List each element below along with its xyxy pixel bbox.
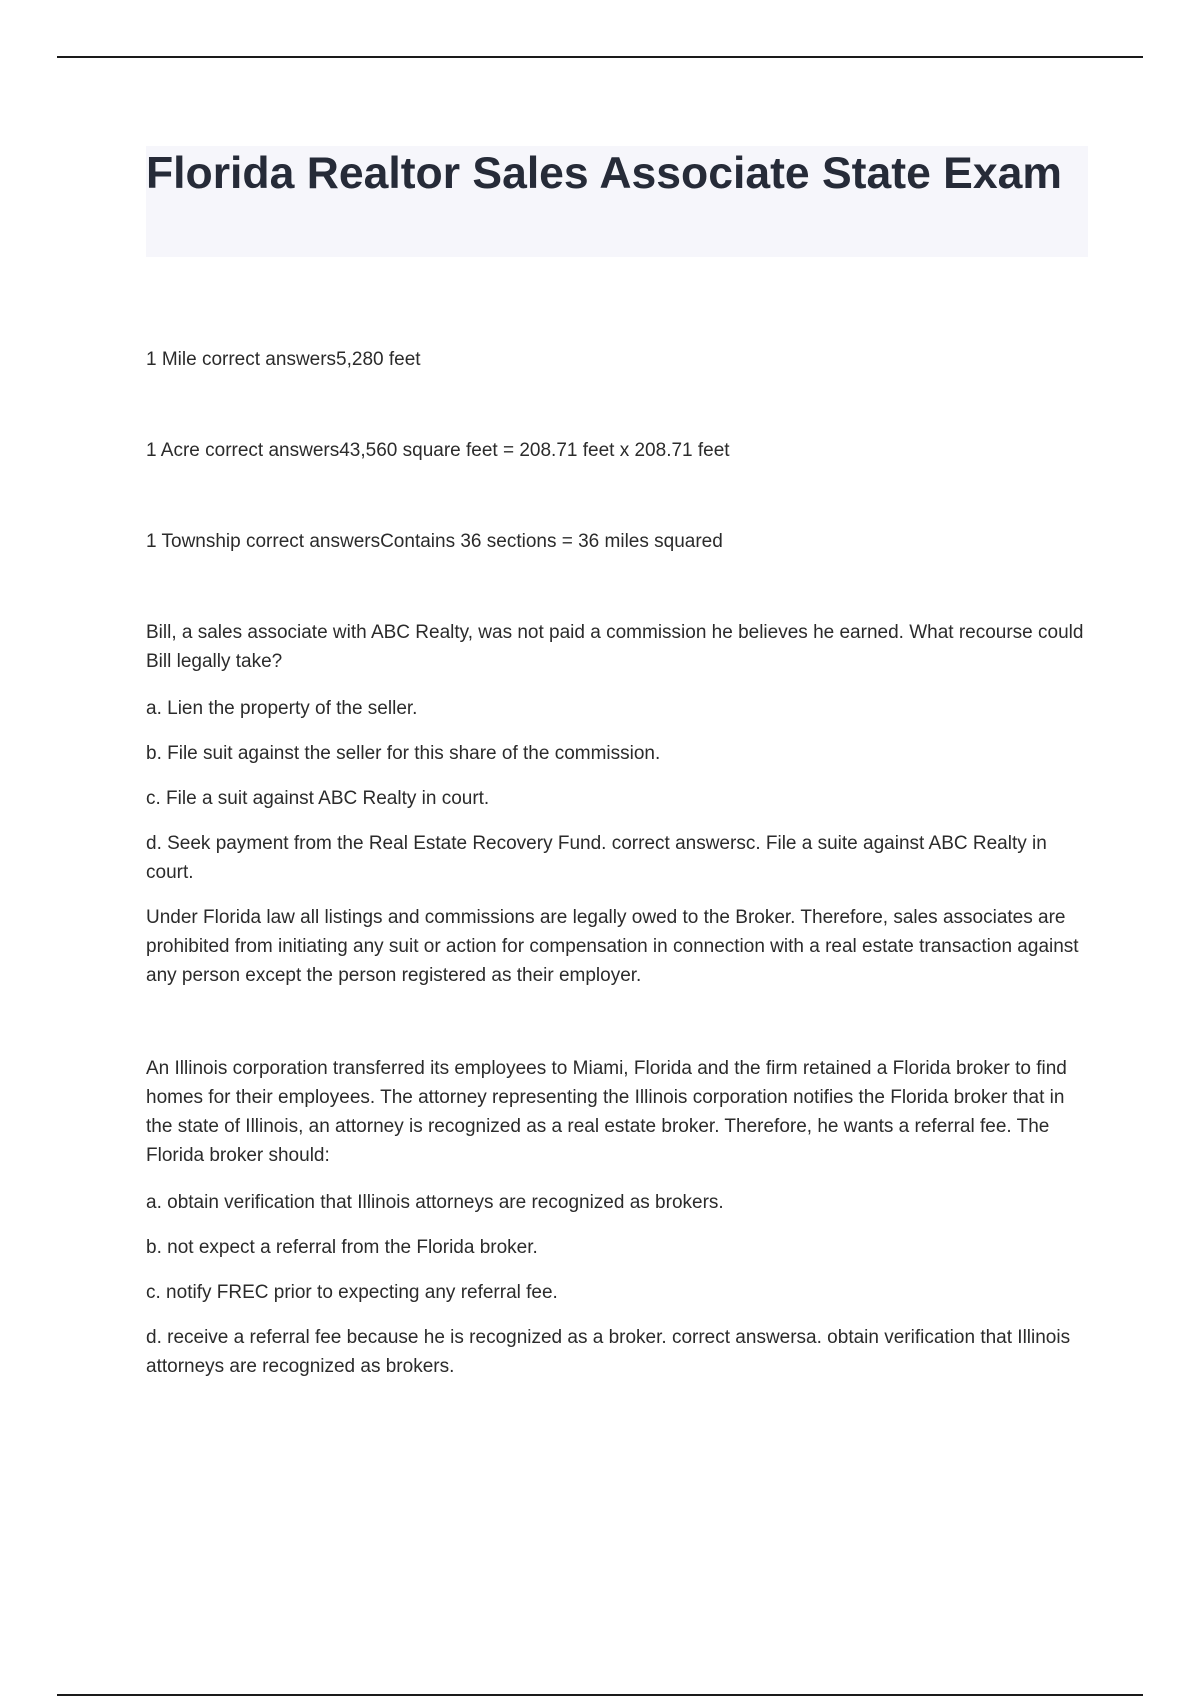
question-commission: Bill, a sales associate with ABC Realty, was not paid a commission he believes he earned. What recourse could Bill legally take? — [146, 622, 1084, 672]
entry-mile: 1 Mile correct answers5,280 feet — [146, 349, 421, 370]
option-c: c. notify FREC prior to expecting any referral fee. — [146, 1282, 558, 1303]
bottom-rule — [57, 1694, 1143, 1696]
option-a: a. Lien the property of the seller. — [146, 698, 418, 719]
option-d-with-answer: d. Seek payment from the Real Estate Recovery Fund. correct answersc. File a suite against ABC Realty in court. — [146, 833, 1047, 883]
question-referral: An Illinois corporation transferred its employees to Miami, Florida and the firm retained a Florida broker to find homes for their employees. The attorney representing the Illinois corporation notifies the Florida broker that in the state of Illinois, an attorney is recognized as a real estate broker. Therefore, he wants a referral fee. The Florida broker should: — [146, 1058, 1067, 1166]
entry-township: 1 Township correct answersContains 36 sections = 36 miles squared — [146, 531, 723, 552]
explanation: Under Florida law all listings and commissions are legally owed to the Broker. Therefore, sales associates are prohibited from initiating any suit or action for compensation in connection with a real estate transaction against any person except the person registered as their employer. — [146, 907, 1079, 986]
option-c: c. File a suit against ABC Realty in court. — [146, 788, 490, 809]
top-rule — [57, 56, 1143, 58]
option-d-with-answer: d. receive a referral fee because he is recognized as a broker. correct answersa. obtain verification that Illinois attorneys are recognized as brokers. — [146, 1327, 1071, 1377]
option-b: b. File suit against the seller for this share of the commission. — [146, 743, 661, 764]
document-title: Florida Realtor Sales Associate State Exam — [146, 149, 1062, 198]
entry-acre: 1 Acre correct answers43,560 square feet = 208.71 feet x 208.71 feet — [146, 440, 730, 461]
option-a: a. obtain verification that Illinois attorneys are recognized as brokers. — [146, 1192, 724, 1213]
option-b: b. not expect a referral from the Florida broker. — [146, 1237, 538, 1258]
